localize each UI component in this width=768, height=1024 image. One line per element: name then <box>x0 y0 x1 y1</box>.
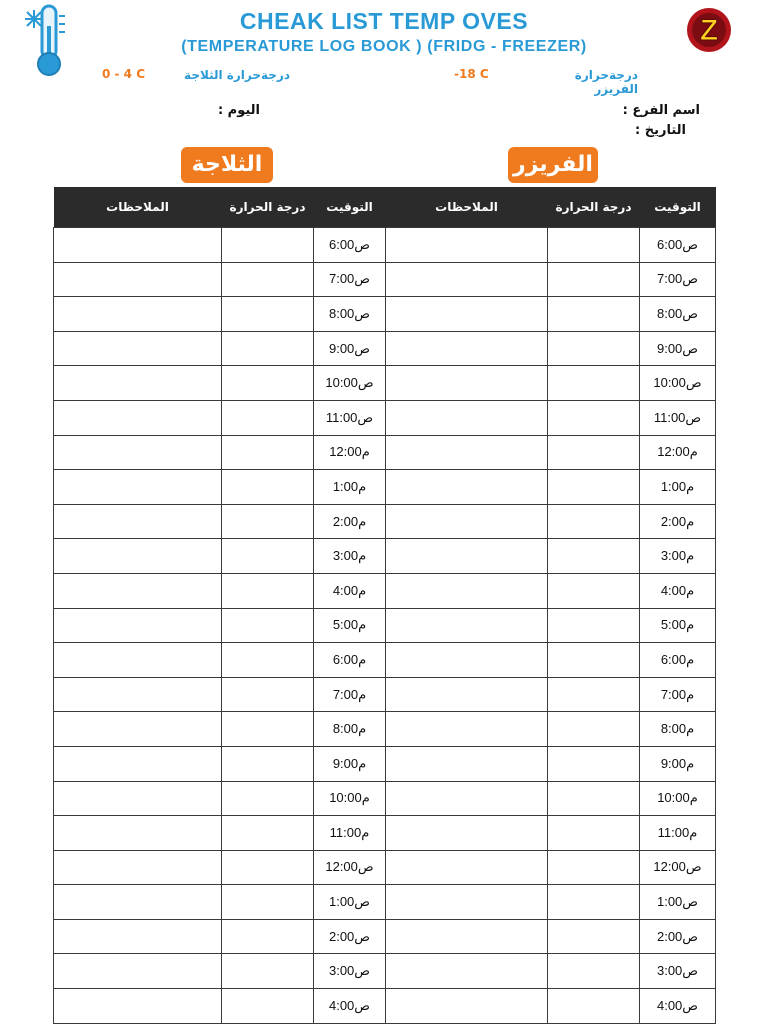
fridge-section-title: الثلاجة <box>181 147 273 183</box>
temperature-cell[interactable] <box>548 677 640 712</box>
temperature-cell[interactable] <box>548 989 640 1024</box>
temperature-cell[interactable] <box>548 331 640 366</box>
notes-cell[interactable] <box>54 470 222 505</box>
time-cell: م1:00 <box>314 470 386 505</box>
table-row <box>54 366 386 401</box>
notes-cell[interactable] <box>386 643 548 678</box>
date-label: التاريخ : <box>635 123 686 138</box>
notes-cell[interactable] <box>386 400 548 435</box>
table-row <box>54 885 386 920</box>
table-row <box>386 539 716 574</box>
table-row <box>54 677 386 712</box>
table-row <box>386 504 716 539</box>
notes-cell[interactable] <box>386 366 548 401</box>
table-row <box>54 297 386 332</box>
notes-cell[interactable] <box>386 608 548 643</box>
time-cell: ص11:00 <box>640 400 716 435</box>
table-header-row <box>54 187 386 228</box>
notes-cell[interactable] <box>54 435 222 470</box>
temperature-cell[interactable] <box>222 297 314 332</box>
time-cell: ص7:00 <box>640 262 716 297</box>
temperature-cell[interactable] <box>222 746 314 781</box>
day-label: اليوم : <box>217 103 260 118</box>
time-cell: ص9:00 <box>314 331 386 366</box>
table-row <box>54 573 386 608</box>
notes-cell[interactable] <box>386 331 548 366</box>
time-cell: ص8:00 <box>640 297 716 332</box>
temperature-cell[interactable] <box>222 919 314 954</box>
table-row <box>54 608 386 643</box>
notes-cell[interactable] <box>386 297 548 332</box>
notes-cell[interactable] <box>54 331 222 366</box>
time-cell: م11:00 <box>314 816 386 851</box>
time-cell: م5:00 <box>640 608 716 643</box>
temperature-cell[interactable] <box>548 504 640 539</box>
time-cell: م6:00 <box>314 643 386 678</box>
time-cell: ص12:00 <box>314 850 386 885</box>
table-row <box>386 228 716 263</box>
brand-logo <box>686 2 732 58</box>
table-row <box>54 504 386 539</box>
table-row <box>54 989 386 1024</box>
notes-cell[interactable] <box>386 573 548 608</box>
freezer-section-title: الفريزر <box>508 147 598 183</box>
temperature-cell[interactable] <box>548 954 640 989</box>
table-row <box>54 643 386 678</box>
table-row <box>54 435 386 470</box>
notes-cell[interactable] <box>54 297 222 332</box>
time-cell: ص9:00 <box>640 331 716 366</box>
table-row <box>54 919 386 954</box>
temperature-cell[interactable] <box>222 850 314 885</box>
time-cell: م3:00 <box>640 539 716 574</box>
notes-cell[interactable] <box>54 919 222 954</box>
temperature-cell[interactable] <box>548 228 640 263</box>
time-cell: م7:00 <box>314 677 386 712</box>
time-cell: ص3:00 <box>640 954 716 989</box>
page-title: CHEAK LIST TEMP OVES <box>239 8 529 34</box>
time-cell: م2:00 <box>314 504 386 539</box>
notes-cell[interactable] <box>54 885 222 920</box>
notes-cell[interactable] <box>386 746 548 781</box>
time-cell: م9:00 <box>640 746 716 781</box>
temperature-cell[interactable] <box>222 885 314 920</box>
table-row <box>54 539 386 574</box>
table-row <box>386 366 716 401</box>
notes-cell[interactable] <box>54 262 222 297</box>
time-cell: ص1:00 <box>314 885 386 920</box>
freezer-temp-value: -18 C <box>454 67 489 81</box>
time-column-header: التوقيت <box>314 187 386 228</box>
temperature-cell[interactable] <box>548 712 640 747</box>
temperature-cell[interactable] <box>222 262 314 297</box>
table-row <box>386 919 716 954</box>
notes-cell[interactable] <box>54 608 222 643</box>
table-row <box>386 331 716 366</box>
notes-cell[interactable] <box>54 989 222 1024</box>
notes-cell[interactable] <box>54 504 222 539</box>
notes-cell[interactable] <box>386 989 548 1024</box>
temperature-column-header: درجة الحرارة <box>222 187 314 228</box>
table-row <box>386 677 716 712</box>
notes-cell[interactable] <box>386 228 548 263</box>
temperature-cell[interactable] <box>548 539 640 574</box>
time-cell: ص4:00 <box>640 989 716 1024</box>
temperature-column-header: درجة الحرارة <box>548 187 640 228</box>
temperature-cell[interactable] <box>222 470 314 505</box>
time-cell: م6:00 <box>640 643 716 678</box>
time-cell: ص4:00 <box>314 989 386 1024</box>
notes-cell[interactable] <box>54 539 222 574</box>
time-cell: م10:00 <box>640 781 716 816</box>
temperature-cell[interactable] <box>548 366 640 401</box>
notes-cell[interactable] <box>54 228 222 263</box>
notes-column-header: الملاحظات <box>54 187 222 228</box>
table-row <box>54 954 386 989</box>
temperature-cell[interactable] <box>222 504 314 539</box>
page-subtitle: (TEMPERATURE LOG BOOK ) (FRIDG - FREEZER) <box>181 38 587 55</box>
time-cell: ص10:00 <box>640 366 716 401</box>
notes-cell[interactable] <box>54 643 222 678</box>
temperature-cell[interactable] <box>222 400 314 435</box>
time-cell: م2:00 <box>640 504 716 539</box>
notes-cell[interactable] <box>386 781 548 816</box>
table-row <box>54 781 386 816</box>
table-row <box>386 400 716 435</box>
table-row <box>386 297 716 332</box>
time-cell: م8:00 <box>314 712 386 747</box>
freezer-log-table <box>385 187 716 1024</box>
table-header-row <box>386 187 716 228</box>
time-cell: ص6:00 <box>314 228 386 263</box>
table-row <box>54 712 386 747</box>
temperature-cell[interactable] <box>222 331 314 366</box>
notes-column-header: الملاحظات <box>386 187 548 228</box>
notes-cell[interactable] <box>386 954 548 989</box>
notes-cell[interactable] <box>54 677 222 712</box>
temperature-cell[interactable] <box>548 643 640 678</box>
time-cell: م12:00 <box>640 435 716 470</box>
notes-cell[interactable] <box>54 366 222 401</box>
time-cell: م11:00 <box>640 816 716 851</box>
table-row <box>386 746 716 781</box>
temperature-cell[interactable] <box>222 954 314 989</box>
time-cell: ص6:00 <box>640 228 716 263</box>
temperature-cell[interactable] <box>548 435 640 470</box>
freezer-temp-label: درجةحرارة الفريزر <box>574 68 638 96</box>
branch-label: اسم الفرع : <box>622 103 700 118</box>
temperature-cell[interactable] <box>222 816 314 851</box>
table-row <box>386 954 716 989</box>
temperature-cell[interactable] <box>548 297 640 332</box>
table-row <box>386 435 716 470</box>
table-row <box>386 470 716 505</box>
temperature-cell[interactable] <box>548 746 640 781</box>
time-cell: م5:00 <box>314 608 386 643</box>
notes-cell[interactable] <box>386 470 548 505</box>
temperature-cell[interactable] <box>548 262 640 297</box>
time-cell: ص1:00 <box>640 885 716 920</box>
temperature-cell[interactable] <box>222 435 314 470</box>
temperature-cell[interactable] <box>222 608 314 643</box>
temperature-cell[interactable] <box>222 989 314 1024</box>
notes-cell[interactable] <box>54 573 222 608</box>
time-cell: ص11:00 <box>314 400 386 435</box>
time-cell: م1:00 <box>640 470 716 505</box>
table-row <box>386 262 716 297</box>
temperature-cell[interactable] <box>222 781 314 816</box>
temperature-cell[interactable] <box>548 850 640 885</box>
notes-cell[interactable] <box>386 850 548 885</box>
table-row <box>54 331 386 366</box>
time-cell: ص2:00 <box>640 919 716 954</box>
notes-cell[interactable] <box>54 712 222 747</box>
table-row <box>386 608 716 643</box>
table-row <box>386 712 716 747</box>
time-column-header: التوقيت <box>640 187 716 228</box>
table-row <box>54 746 386 781</box>
table-row <box>54 262 386 297</box>
table-row <box>386 781 716 816</box>
table-row <box>54 470 386 505</box>
notes-cell[interactable] <box>54 850 222 885</box>
fridge-log-table <box>53 187 386 1024</box>
logo-letter: Z <box>699 14 719 47</box>
fridge-temp-value: 0 - 4 C <box>102 67 146 81</box>
time-cell: م3:00 <box>314 539 386 574</box>
temperature-cell[interactable] <box>548 608 640 643</box>
time-cell: م10:00 <box>314 781 386 816</box>
temperature-cell[interactable] <box>222 366 314 401</box>
time-cell: ص7:00 <box>314 262 386 297</box>
temperature-cell[interactable] <box>548 781 640 816</box>
temperature-cell[interactable] <box>548 919 640 954</box>
temperature-cell[interactable] <box>222 677 314 712</box>
time-cell: م4:00 <box>314 573 386 608</box>
temperature-cell[interactable] <box>222 573 314 608</box>
notes-cell[interactable] <box>386 435 548 470</box>
notes-cell[interactable] <box>386 539 548 574</box>
temperature-cell[interactable] <box>222 228 314 263</box>
notes-cell[interactable] <box>386 919 548 954</box>
temperature-cell[interactable] <box>548 885 640 920</box>
time-cell: ص2:00 <box>314 919 386 954</box>
table-row <box>386 885 716 920</box>
table-row <box>54 816 386 851</box>
time-cell: م7:00 <box>640 677 716 712</box>
temperature-cell[interactable] <box>548 816 640 851</box>
table-row <box>386 643 716 678</box>
time-cell: ص8:00 <box>314 297 386 332</box>
notes-cell[interactable] <box>54 400 222 435</box>
temperature-cell[interactable] <box>222 712 314 747</box>
notes-cell[interactable] <box>54 781 222 816</box>
temperature-cell[interactable] <box>222 643 314 678</box>
time-cell: م12:00 <box>314 435 386 470</box>
temperature-cell[interactable] <box>548 470 640 505</box>
time-cell: ص12:00 <box>640 850 716 885</box>
notes-cell[interactable] <box>386 816 548 851</box>
notes-cell[interactable] <box>54 816 222 851</box>
time-cell: م4:00 <box>640 573 716 608</box>
table-row <box>386 816 716 851</box>
table-row <box>386 850 716 885</box>
temperature-cell[interactable] <box>548 573 640 608</box>
notes-cell[interactable] <box>386 885 548 920</box>
time-cell: م8:00 <box>640 712 716 747</box>
notes-cell[interactable] <box>54 746 222 781</box>
notes-cell[interactable] <box>386 504 548 539</box>
notes-cell[interactable] <box>386 712 548 747</box>
time-cell: م9:00 <box>314 746 386 781</box>
notes-cell[interactable] <box>386 262 548 297</box>
notes-cell[interactable] <box>386 677 548 712</box>
table-row <box>386 989 716 1024</box>
temperature-cell[interactable] <box>548 400 640 435</box>
temperature-cell[interactable] <box>222 539 314 574</box>
table-row <box>54 850 386 885</box>
fridge-temp-label: درجةحرارة الثلاجة <box>184 68 290 82</box>
time-cell: ص3:00 <box>314 954 386 989</box>
notes-cell[interactable] <box>54 954 222 989</box>
time-cell: ص10:00 <box>314 366 386 401</box>
table-row <box>54 400 386 435</box>
table-row <box>54 228 386 263</box>
table-row <box>386 573 716 608</box>
